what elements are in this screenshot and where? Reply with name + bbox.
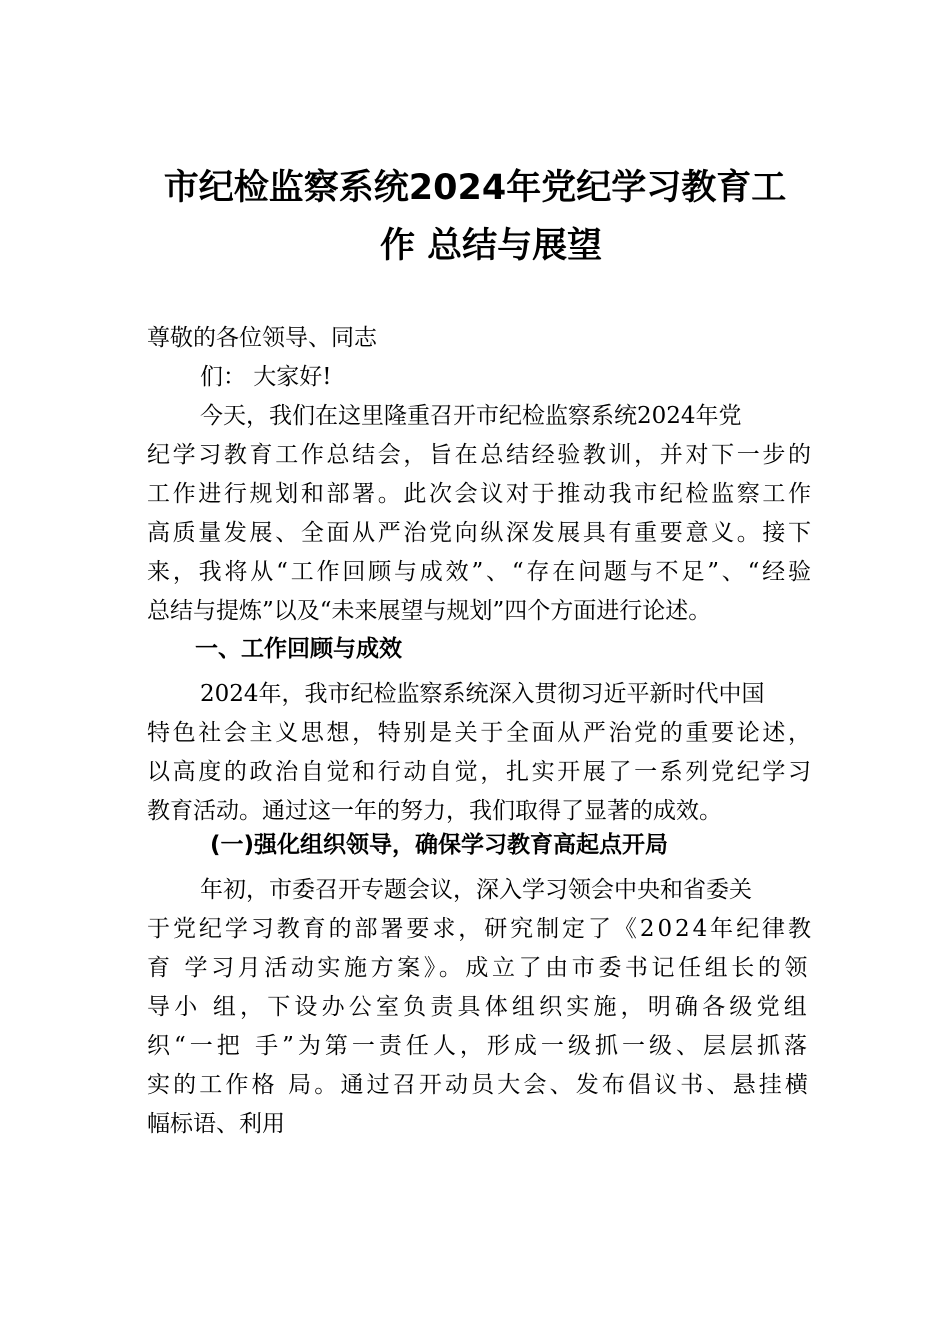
document-title-line-1: 市纪检监察系统2024年党纪学习教育工 <box>163 168 787 208</box>
paragraph-3-line: 育 学习月活动实施方案》。成立了由市委书记任组长的领 <box>147 955 811 981</box>
paragraph-3-line: 实的工作格 局。通过召开动员大会、发布倡议书、悬挂横 <box>147 1072 811 1098</box>
paragraph-1-line: 高质量发展、全面从严治党向纵深发展具有重要意义。接下 <box>147 520 814 546</box>
paragraph-1-line: 今天，我们在这里隆重召开市纪检监察系统2024年党 <box>200 403 742 429</box>
paragraph-1-line: 总结与提炼”以及“未来展望与规划”四个方面进行论述。 <box>147 598 712 624</box>
salutation-line-2: 们： 大家好! <box>200 364 332 390</box>
paragraph-2-line: 教育活动。通过这一年的努力，我们取得了显著的成效。 <box>147 798 722 824</box>
paragraph-2-line: 以高度的政治自觉和行动自觉，扎实开展了一系列党纪学习 <box>147 759 814 785</box>
paragraph-3-line: 幅标语、利用 <box>147 1111 285 1137</box>
paragraph-3-line: 于党纪学习教育的部署要求，研究制定了《2024年纪律教 <box>147 916 814 942</box>
paragraph-3-line: 织“一把 手”为第一责任人，形成一级抓一级、层层抓落 <box>147 1033 811 1059</box>
section-heading-1: 一、工作回顾与成效 <box>195 636 402 662</box>
paragraph-3-line: 年初，市委召开专题会议，深入学习领会中央和省委关 <box>200 877 752 903</box>
salutation-line-1: 尊敬的各位领导、同志 <box>147 325 377 351</box>
paragraph-1-line: 纪学习教育工作总结会，旨在总结经验教训，并对下一步的 <box>147 442 814 468</box>
paragraph-2-line: 特色社会主义思想，特别是关于全面从严治党的重要论述， <box>147 720 814 746</box>
paragraph-3-line: 导小 组，下设办公室负责具体组织实施，明确各级党组 <box>147 994 811 1020</box>
subsection-heading-1-1: (一)强化组织领导，确保学习教育高起点开局 <box>210 832 669 858</box>
paragraph-2-line: 2024年，我市纪检监察系统深入贯彻习近平新时代中国 <box>200 681 765 707</box>
paragraph-1-line: 来，我将从“工作回顾与成效”、“存在问题与不足”、“经验 <box>147 559 814 585</box>
paragraph-1-line: 工作进行规划和部署。此次会议对于推动我市纪检监察工作 <box>147 481 814 507</box>
document-title-line-2: 作 总结与展望 <box>380 226 603 266</box>
